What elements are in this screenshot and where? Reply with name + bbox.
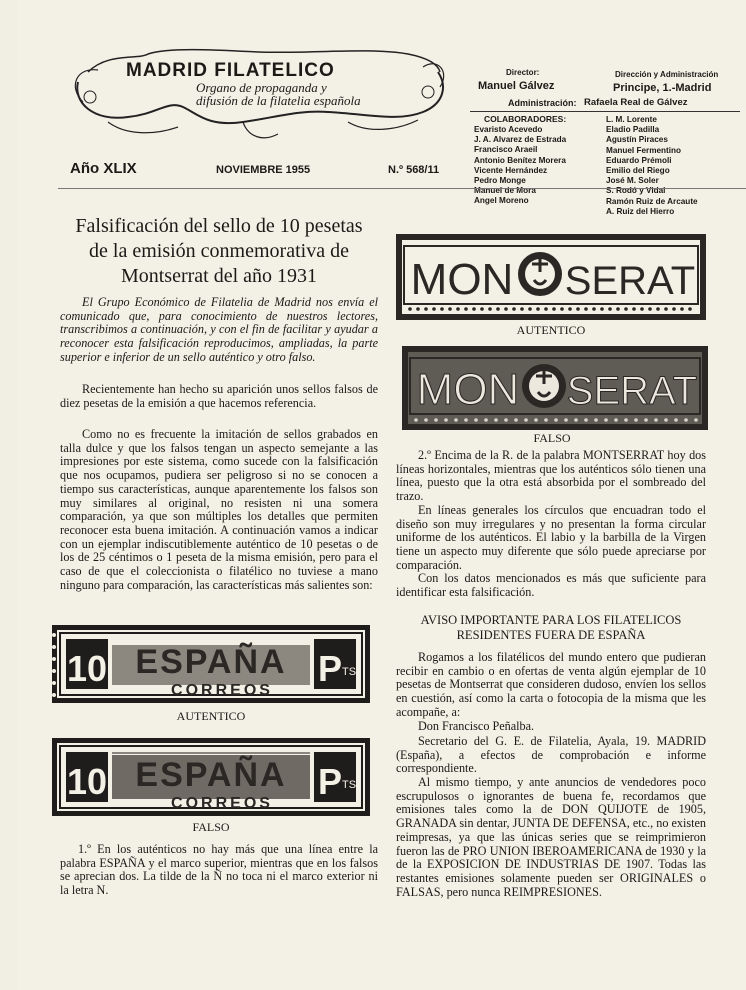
stamp-pts-p: P xyxy=(317,761,343,802)
collaborator: Antonio Benítez Morera xyxy=(474,155,566,165)
espana-authentic-stamp xyxy=(52,625,370,705)
stamp-ten: 10 xyxy=(66,648,108,689)
collaborator: Evaristo Acevedo xyxy=(474,125,543,134)
notice-recipient: Don Francisco Peñalba. xyxy=(418,719,535,733)
admin-label: Administración: xyxy=(508,98,577,108)
caption-montserrat-fake: FALSO xyxy=(533,431,571,445)
subtitle-line-1: Organo de propaganda y xyxy=(196,80,327,95)
collaborators-label: COLABORADORES: xyxy=(484,114,567,124)
collaborator: Manuel Fermentino xyxy=(606,145,682,155)
stamp-serrat: SERAT xyxy=(564,259,696,303)
year-label: Año XLIX xyxy=(70,160,137,177)
collaborator: S. Rodó y Vidal xyxy=(606,186,666,196)
issue-date: NOVIEMBRE 1955 xyxy=(216,164,311,176)
montserrat-authentic-stamp xyxy=(396,234,706,320)
collaborator: Agustín Piraces xyxy=(606,135,668,145)
collaborator: Francisco Araeil xyxy=(474,145,538,155)
headline-line-1: Falsificación del sello de 10 pesetas xyxy=(75,215,363,237)
stamp-espana: ESPAÑA xyxy=(135,756,287,794)
stamp-pts-ts: TS xyxy=(341,779,357,791)
article-point-2: 2.º Encima de la R. de la palabra MONTSERRAT hoy dos líneas horizontales, mientras que los auténticos sólo tienen una línea, puesto que la otra está absorbida por el sombreado del trazo. xyxy=(396,448,706,504)
article-intro: El Grupo Económico de Filatelia de Madrid nos envía el comunicado que, para conocimiento de nuestros lectores, transcribimos a continuación, y con el fin de facilitar y ayudar a reconocer esta falsificación reproducimos, ampliadas, la parte superior e inferior de un sello auténtico y otro falso. xyxy=(60,295,378,364)
montserrat-fake-stamp xyxy=(402,346,708,430)
issue-number: N.º 568/11 xyxy=(388,164,440,176)
collaborator: Emilio del Riego xyxy=(606,166,670,176)
article-headline xyxy=(60,214,378,289)
stamp-correos: CORREOS xyxy=(171,795,273,812)
collaborator: L. M. Lorente xyxy=(606,115,657,124)
article-paragraph-4: Con los datos mencionados es más que suficiente para identificar esta falsificación. xyxy=(396,571,706,599)
address: Principe, 1.-Madrid xyxy=(613,82,712,94)
notice-paragraph-2: Secretario del G. E. de Filatelia, Ayala, 19. MADRID (España), a efectos de comprobación e informe correspondiente. xyxy=(396,734,706,776)
stamp-pts-p: P xyxy=(317,648,343,689)
collaborator: Eduardo Prémoli xyxy=(606,155,672,165)
article-paragraph-1: Recientemente han hecho su aparición unos sellos falsos de diez pesetas de la emisión a que hacemos referencia. xyxy=(60,382,378,410)
magazine-title: MADRID FILATELICO xyxy=(126,60,335,81)
article-point-1: 1.º En los auténticos no hay más que una línea entre la palabra ESPAÑA y el marco superior, mientras que en los falsos se aprecian dos. La tilde de la Ñ no toca ni el marco exterior ni la letra N. xyxy=(60,842,378,898)
headline-line-3: Montserrat del año 1931 xyxy=(120,265,318,287)
magazine-subtitle xyxy=(196,81,361,107)
collaborators-column-2 xyxy=(606,115,698,217)
stamp-ten: 10 xyxy=(66,761,108,802)
article-paragraph-3: En líneas generales los círculos que encuadran todo el diseño son muy irregulares y no presentan la forma circular uniforme de los auténticos. El labio y la barbilla de la Virgen tiene un aspecto muy diferente que sólo puede apreciarse por comparación. xyxy=(396,503,706,572)
masthead-rule xyxy=(58,188,746,189)
notice-paragraph-3: Al mismo tiempo, y ante anuncios de vendedores poco escrupulosos o ignorantes de buena fe, recordamos que emisiones tales como la de DON QUIJOTE de 1905, GRANADA sin dentar, JUNTA DE DEFENSA, etc., no existen reimpresas, ya que las únicas series que se reimprimieron fueron las de PRO UNION IBEROAMERICANA de 1930 y la de la EXPOSICION DE INDUSTRIAS DE 1907. Todas las restantes emisiones solamente pueden ser ORIGINALES o FALSAS, pero nunca REIMPRESIONES. xyxy=(396,775,706,899)
notice-paragraph-1: Rogamos a los filatélicos del mundo entero que pudieran recibir en cambio o en ofertas de venta algún ejemplar de 10 pesetas de Montserrat que consideren dudoso, envíen los sellos en cuestión, así como la carta o fotocopia de la misma que les acompañe, a: xyxy=(396,650,706,719)
espana-fake-stamp xyxy=(52,738,370,818)
collaborator: Angel Moreno xyxy=(474,196,529,206)
director-name: Manuel Gálvez xyxy=(478,80,555,92)
article-paragraph-2: Como no es frecuente la imitación de sellos grabados en talla dulce y que los falsos tengan un aspecto semejante a las impresiones por este sistema, como sucede con la falsificación que nos ocupamos, pudiera ser peligroso si no se conocen a tiempo sus características, aunque aparentemente los falsos son muy similares al original, no resisten ni una somera comparación, ya que son múltiples los detalles que permiten reconocer esta buena imitación. A continuación vamos a indicar con un ejemplar indiscutiblemente auténtico de 10 pesetas o de los de 25 céntimos o 1 peseta de la misma emisión, pero para el caso de que el coleccionista o filatélico no tuviese a mano ninguno para comparación, las características más salientes son: xyxy=(60,427,378,592)
stamp-pts-ts: TS xyxy=(341,666,357,678)
collaborators-column-1 xyxy=(474,125,566,207)
caption-montserrat-authentic: AUTENTICO xyxy=(516,323,586,337)
collaborator: Vicente Hernández xyxy=(474,165,548,175)
collaborator: Manuel de Mora xyxy=(474,186,536,196)
collaborator: Eladio Padilla xyxy=(606,125,660,135)
subtitle-line-2: difusión de la filatelia española xyxy=(196,93,361,108)
caption-espana-fake: FALSO xyxy=(192,820,230,834)
collaborator: José M. Soler xyxy=(606,176,659,186)
admin-name: Rafaela Real de Gálvez xyxy=(584,97,688,108)
stamp-serrat: SERAT xyxy=(566,369,698,413)
notice-heading-line-1: AVISO IMPORTANTE PARA LOS FILATELICOS xyxy=(420,613,682,627)
headline-line-2: de la emisión conmemorativa de xyxy=(89,240,349,262)
collaborator: A. Ruiz del Hierro xyxy=(606,206,675,216)
stamp-espana: ESPAÑA xyxy=(135,643,287,681)
staff-divider xyxy=(470,111,740,112)
stamp-mon: MON xyxy=(416,365,520,414)
collaborator: Ramón Ruiz de Arcaute xyxy=(606,196,698,206)
collaborator: Pedro Monge xyxy=(474,176,526,186)
stamp-correos: CORREOS xyxy=(171,682,273,699)
magazine-page xyxy=(18,0,746,990)
direction-label: Dirección y Administración xyxy=(615,70,719,79)
collaborator: J. A. Alvarez de Estrada xyxy=(474,135,567,145)
stamp-mon: MON xyxy=(410,255,514,304)
caption-espana-authentic: AUTENTICO xyxy=(176,709,246,723)
director-label: Director: xyxy=(506,68,540,77)
notice-heading xyxy=(396,613,706,643)
notice-heading-line-2: RESIDENTES FUERA DE ESPAÑA xyxy=(456,628,646,642)
